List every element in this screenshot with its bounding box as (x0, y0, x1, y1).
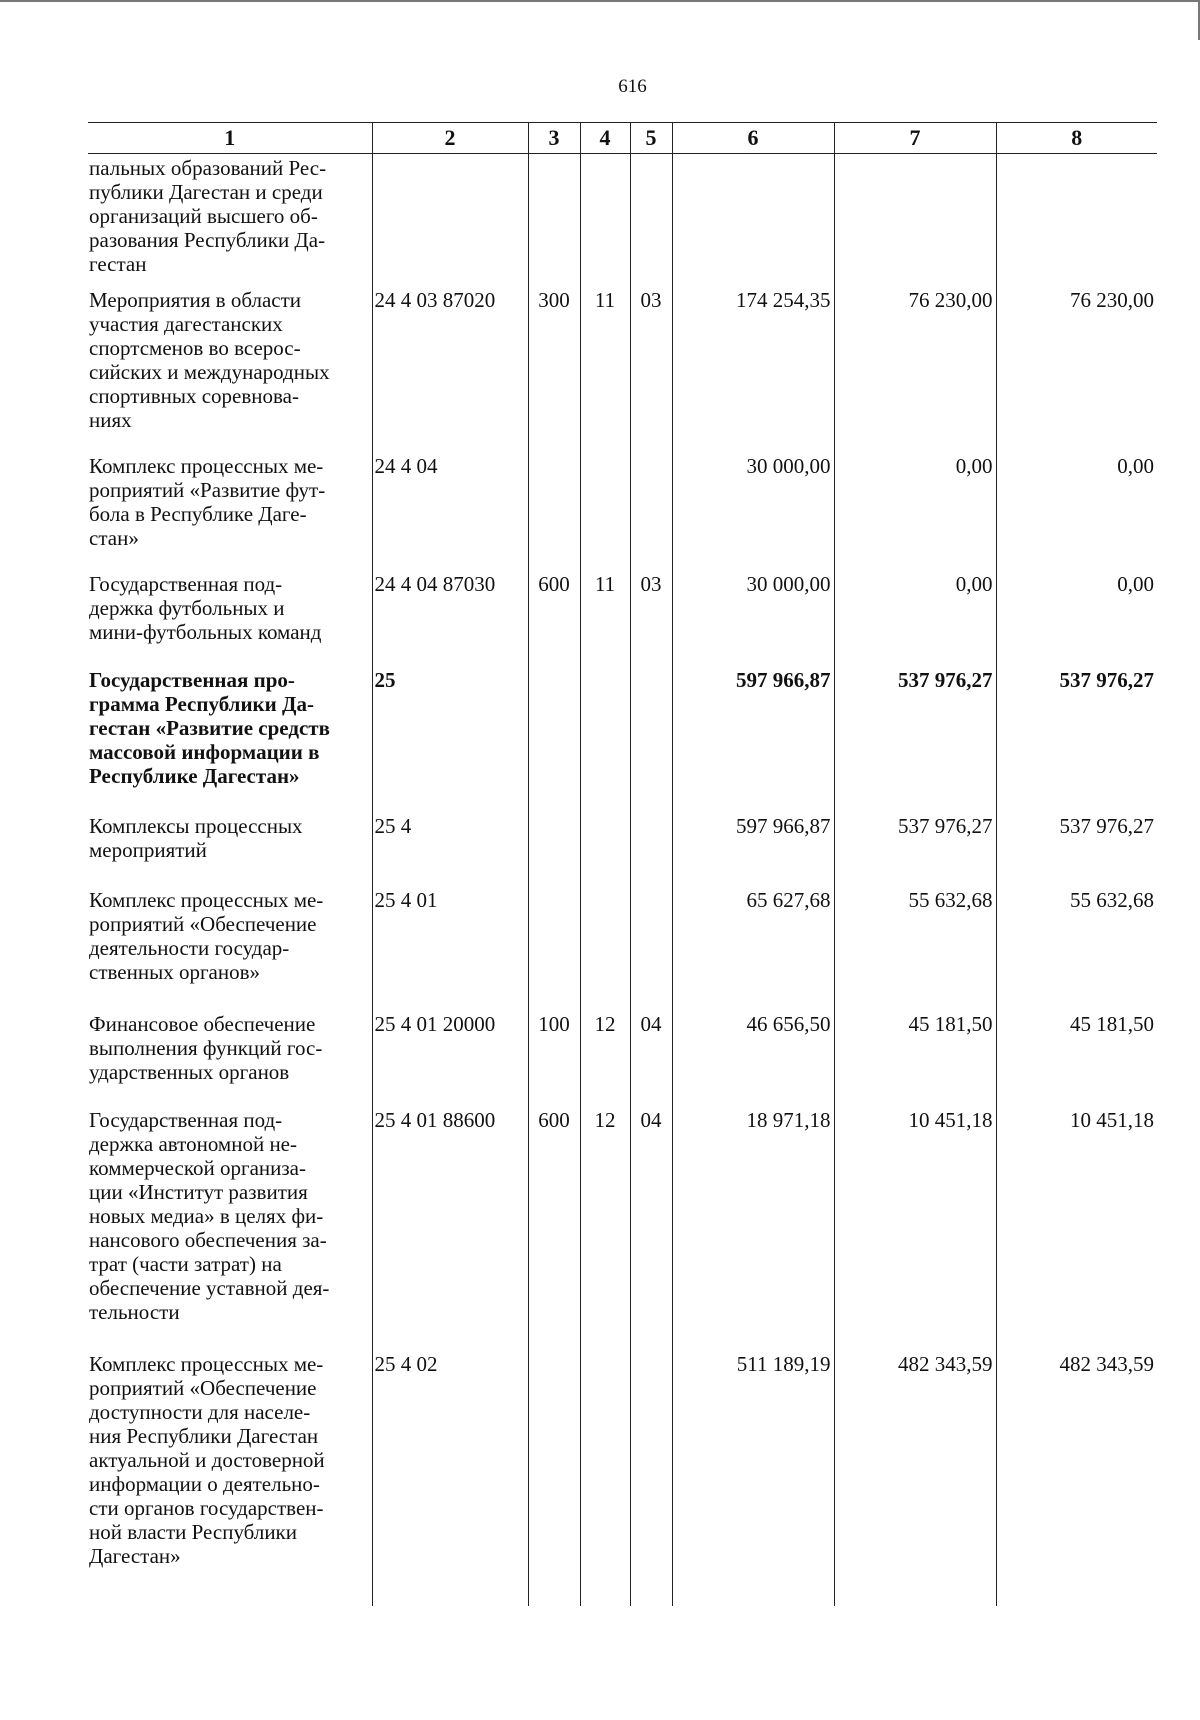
row-code: 25 4 01 20000 (372, 1010, 528, 1106)
row-col6 (672, 154, 834, 287)
row-col4: 12 (580, 1106, 630, 1350)
row-code: 24 4 04 87030 (372, 570, 528, 666)
column-header-3: 3 (528, 123, 580, 154)
row-col6: 174 254,35 (672, 286, 834, 452)
row-code: 25 (372, 666, 528, 812)
table-header-row (88, 123, 1157, 154)
row-name: Комплекс процессных ме- роприятий «Развитие фут- бола в Республике Даге- стан» (89, 454, 326, 550)
row-code: 25 4 01 (372, 886, 528, 1010)
table-row (88, 886, 1157, 1010)
row-col8: 482 343,59 (996, 1350, 1157, 1606)
row-col5 (630, 812, 672, 886)
table-row (88, 286, 1157, 452)
row-col7: 0,00 (834, 570, 996, 666)
row-col8: 537 976,27 (996, 666, 1157, 812)
table-row (88, 1010, 1157, 1106)
row-col3 (528, 154, 580, 287)
row-col4 (580, 452, 630, 570)
row-col3 (528, 1350, 580, 1606)
column-header-2: 2 (372, 123, 528, 154)
row-col7: 537 976,27 (834, 666, 996, 812)
row-col5: 03 (630, 286, 672, 452)
row-col3 (528, 452, 580, 570)
row-name: пальных образований Рес- публики Дагестан и среди организаций высшего об- разования Республики Да- гестан (89, 156, 327, 276)
row-col8: 55 632,68 (996, 886, 1157, 1010)
row-col4: 12 (580, 1010, 630, 1106)
row-code (372, 154, 528, 287)
scan-edge-top (0, 0, 1200, 2)
row-col8 (996, 154, 1157, 287)
row-col3: 100 (528, 1010, 580, 1106)
row-col4: 11 (580, 570, 630, 666)
row-name: Мероприятия в области участия дагестанских спортсменов во всерос- сийских и международных спортивных соревнова- ниях (89, 288, 330, 432)
row-col5 (630, 666, 672, 812)
table-row (88, 812, 1157, 886)
row-col4 (580, 1350, 630, 1606)
table-row (88, 1106, 1157, 1350)
row-col8: 537 976,27 (996, 812, 1157, 886)
row-col5 (630, 452, 672, 570)
row-name: Государственная под- держка автономной не- коммерческой организа- ции «Институт развития новых медиа» в целях фи- нансового обеспечения за- трат (части затрат) на обеспечение уставной дея- тельности (89, 1108, 330, 1324)
table-row (88, 452, 1157, 570)
row-col3: 600 (528, 1106, 580, 1350)
row-col3: 300 (528, 286, 580, 452)
row-col8: 76 230,00 (996, 286, 1157, 452)
row-name: Комплекс процессных ме- роприятий «Обеспечение доступности для населе- ния Республики Дагестан актуальной и достоверной информации о деятельно- сти органов государствен- ной власти Республики Дагестан» (89, 1352, 325, 1568)
row-col3 (528, 886, 580, 1010)
row-col7: 482 343,59 (834, 1350, 996, 1606)
row-col5: 04 (630, 1106, 672, 1350)
row-col8: 0,00 (996, 452, 1157, 570)
row-col8: 0,00 (996, 570, 1157, 666)
row-name: Финансовое обеспечение выполнения функций гос- ударственных органов (89, 1012, 323, 1084)
row-col3 (528, 666, 580, 812)
row-code: 24 4 03 87020 (372, 286, 528, 452)
table-row (88, 666, 1157, 812)
row-col4 (580, 812, 630, 886)
column-header-4: 4 (580, 123, 630, 154)
row-col7 (834, 154, 996, 287)
row-name: Государственная про- грамма Республики Да- гестан «Развитие средств массовой информации в Республике Дагестан» (89, 668, 330, 788)
column-header-7: 7 (834, 123, 996, 154)
table-row (88, 1350, 1157, 1606)
budget-table (88, 122, 1157, 1606)
column-header-1: 1 (88, 123, 372, 154)
row-name: Государственная под- держка футбольных и мини-футбольных команд (89, 572, 322, 644)
row-col4: 11 (580, 286, 630, 452)
row-col3: 600 (528, 570, 580, 666)
row-col8: 45 181,50 (996, 1010, 1157, 1106)
row-col7: 0,00 (834, 452, 996, 570)
column-header-8: 8 (996, 123, 1157, 154)
row-col6: 597 966,87 (672, 812, 834, 886)
row-col6: 511 189,19 (672, 1350, 834, 1606)
table-row (88, 154, 1157, 287)
row-col4 (580, 886, 630, 1010)
row-col5: 03 (630, 570, 672, 666)
column-header-5: 5 (630, 123, 672, 154)
row-name: Комплекс процессных ме- роприятий «Обеспечение деятельности государ- ственных органов» (89, 888, 324, 984)
page-number: 616 (618, 76, 647, 97)
row-code: 25 4 02 (372, 1350, 528, 1606)
row-col7: 76 230,00 (834, 286, 996, 452)
row-col5 (630, 1350, 672, 1606)
row-col7: 537 976,27 (834, 812, 996, 886)
row-col6: 30 000,00 (672, 452, 834, 570)
table-row (88, 570, 1157, 666)
row-col4 (580, 154, 630, 287)
row-col6: 30 000,00 (672, 570, 834, 666)
row-col7: 55 632,68 (834, 886, 996, 1010)
row-name: Комплексы процессных мероприятий (89, 814, 303, 862)
row-col8: 10 451,18 (996, 1106, 1157, 1350)
row-col3 (528, 812, 580, 886)
row-col5 (630, 154, 672, 287)
row-col6: 65 627,68 (672, 886, 834, 1010)
row-code: 24 4 04 (372, 452, 528, 570)
column-header-6: 6 (672, 123, 834, 154)
row-col7: 45 181,50 (834, 1010, 996, 1106)
row-code: 25 4 (372, 812, 528, 886)
row-col5 (630, 886, 672, 1010)
row-col6: 18 971,18 (672, 1106, 834, 1350)
row-col5: 04 (630, 1010, 672, 1106)
row-col7: 10 451,18 (834, 1106, 996, 1350)
row-col6: 46 656,50 (672, 1010, 834, 1106)
row-col6: 597 966,87 (672, 666, 834, 812)
row-col4 (580, 666, 630, 812)
row-code: 25 4 01 88600 (372, 1106, 528, 1350)
